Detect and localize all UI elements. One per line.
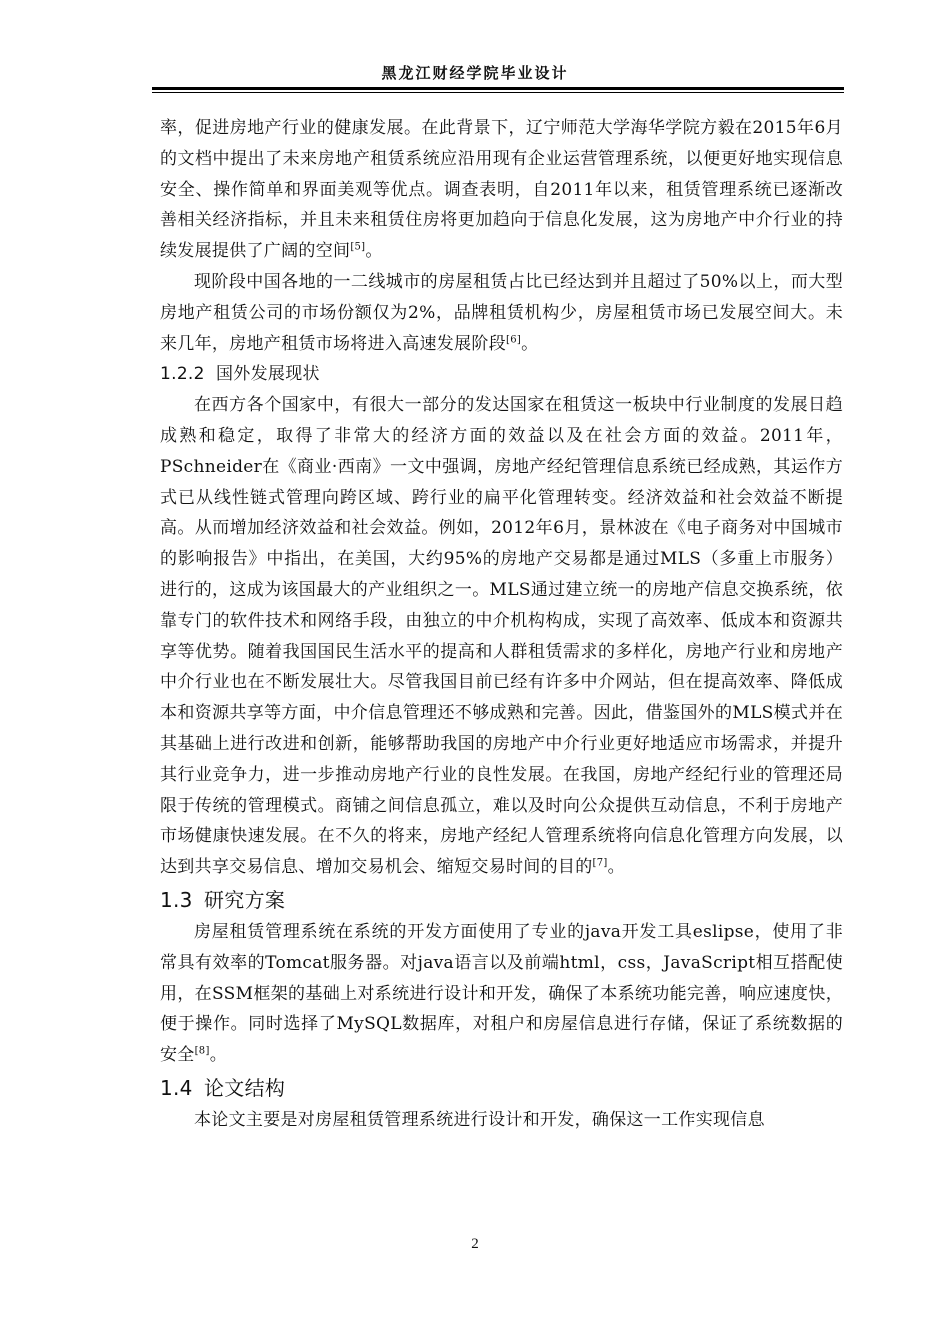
- section-heading-1-4: [160, 1071, 843, 1105]
- paragraph: [160, 390, 843, 883]
- paragraph: [160, 1105, 843, 1136]
- section-number: 1.2.2: [160, 364, 205, 385]
- section-title: 研究方案: [204, 887, 286, 912]
- page-number: 2: [471, 1236, 479, 1252]
- paragraph: [160, 113, 843, 267]
- body-text: [160, 113, 843, 1136]
- section-heading-1-3: [160, 883, 843, 917]
- paragraph-end: 。: [607, 857, 625, 878]
- paragraph-text: 现阶段中国各地的一二线城市的房屋租赁占比已经达到并且超过了50%以上，而大型房地产租赁公司的市场份额仅为2%，品牌租赁机构少，房屋租赁市场已发展空间大。未来几年，房地产租赁市场将进入高速发展阶段: [160, 271, 843, 354]
- citation: [7]: [592, 857, 608, 869]
- section-number: 1.4: [160, 1075, 193, 1100]
- citation: [5]: [350, 241, 366, 253]
- paragraph: [160, 267, 843, 359]
- paragraph-text: 房屋租赁管理系统在系统的开发方面使用了专业的java开发工具eslipse，使用了非常具有效率的Tomcat服务器。对java语言以及前端html，css，JavaScript相互搭配使用，在SSM框架的基础上对系统进行设计和开发，确保了本系统功能完善，响应速度快，便于操作。同时选择了MySQL数据库，对租户和房屋信息进行存储，保证了系统数据的安全: [160, 921, 843, 1066]
- paragraph-end: 。: [209, 1045, 227, 1066]
- paragraph-end: 。: [521, 333, 539, 354]
- paragraph-end: 。: [365, 241, 383, 262]
- paragraph: [160, 917, 843, 1071]
- section-number: 1.3: [160, 887, 193, 912]
- paragraph-text: 率，促进房地产行业的健康发展。在此背景下，辽宁师范大学海华学院方毅在2015年6月的文档中提出了未来房地产租赁系统应沿用现有企业运营管理系统，以便更好地实现信息安全、操作简单和界面美观等优点。调查表明，自2011年以来，租赁管理系统已逐渐改善相关经济指标，并且未来租赁住房将更加趋向于信息化发展，这为房地产中介行业的持续发展提供了广阔的空间: [160, 118, 843, 262]
- section-title: 国外发展现状: [216, 364, 320, 385]
- section-heading-1-2-2: [160, 359, 843, 390]
- citation: [6]: [506, 333, 522, 345]
- header-rule-thin: [152, 92, 844, 93]
- section-title: 论文结构: [204, 1075, 286, 1100]
- paragraph-text: 本论文主要是对房屋租赁管理系统进行设计和开发，确保这一工作实现信息: [194, 1109, 765, 1130]
- citation: [8]: [194, 1045, 210, 1057]
- running-header: 黑龙江财经学院毕业设计: [381, 64, 569, 82]
- header-rule-thick: [152, 87, 844, 90]
- paragraph-text: 在西方各个国家中，有很大一部分的发达国家在租赁这一板块中行业制度的发展日趋成熟和稳定，取得了非常大的经济方面的效益以及在社会方面的效益。2011年，PSchneider在《商业·西南》一文中强调，房地产经纪管理信息系统已经成熟，其运作方式已从线性链式管理向跨区域、跨行业的扁平化管理转变。经济效益和社会效益不断提高。从而增加经济效益和社会效益。例如，2012年6月，景林波在《电子商务对中国城市的影响报告》中指出，在美国，大约95%的房地产交易都是通过MLS（多重上市服务）进行的，这成为该国最大的产业组织之一。MLS通过建立统一的房地产信息交换系统，依靠专门的软件技术和网络手段，由独立的中介机构构成，实现了高效率、低成本和资源共享等优势。随着我国国民生活水平的提高和人群租赁需求的多样化，房地产行业和房地产中介行业也在不断发展壮大。尽管我国目前已经有许多中介网站，但在提高效率、降低成本和资源共享等方面，中介信息管理还不够成熟和完善。因此，借鉴国外的MLS模式并在其基础上进行改进和创新，能够帮助我国的房地产中介行业更好地适应市场需求，并提升其行业竞争力，进一步推动房地产行业的良性发展。在我国，房地产经纪行业的管理还局限于传统的管理模式。商铺之间信息孤立，难以及时向公众提供互动信息，不利于房地产市场健康快速发展。在不久的将来，房地产经纪人管理系统将向信息化管理方向发展，以达到共享交易信息、增加交易机会、缩短交易时间的目的: [160, 395, 843, 878]
